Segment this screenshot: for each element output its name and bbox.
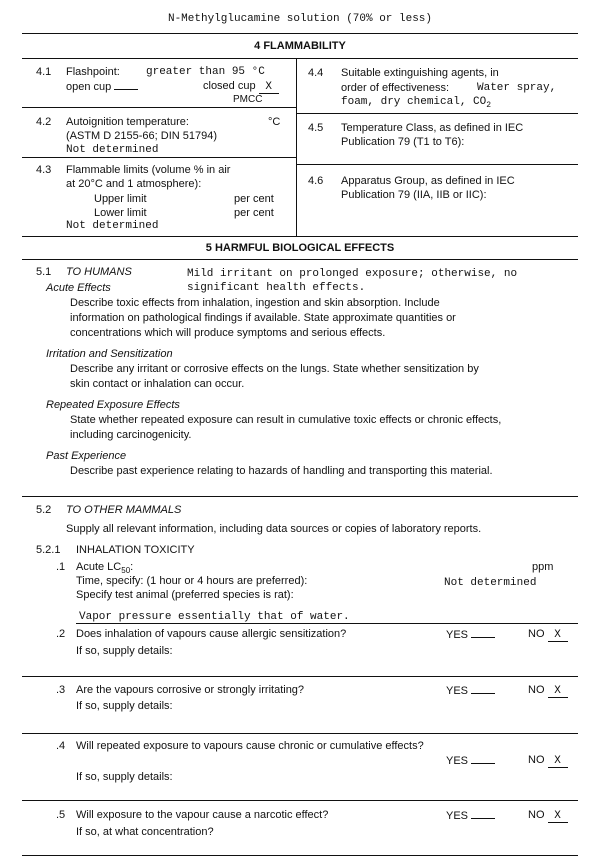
apparatus-group-label-2: Publication 79 (IIA, IIB or IIC): xyxy=(341,189,487,201)
flashpoint-value: greater than 95 °C xyxy=(146,66,265,78)
autoignition-value: Not determined xyxy=(66,144,159,156)
sensitization-yes xyxy=(446,628,495,641)
divider xyxy=(22,733,578,734)
corrosive-details: If so, supply details: xyxy=(76,700,173,712)
acute-effects-text-3: concentrations which will produce symptoms and serious effects. xyxy=(70,327,386,339)
no-label: NO xyxy=(528,684,545,696)
item-number: 4.2 xyxy=(36,116,52,128)
flashpoint-label: Flashpoint: xyxy=(66,66,120,78)
acute-effects-text-2: information on pathological findings if available. State approximate quantities or xyxy=(70,312,456,324)
acute-effects-text: Describe toxic effects from inhalation, ingestion and skin absorption. Include xyxy=(70,297,440,309)
no-mark: X xyxy=(548,811,568,823)
past-experience-title: Past Experience xyxy=(46,450,127,462)
item-number: 5.2 xyxy=(36,504,52,516)
divider xyxy=(76,623,578,624)
divider xyxy=(22,33,578,34)
divider xyxy=(296,164,578,165)
item-number: 4.3 xyxy=(36,164,52,176)
item-number: 4.6 xyxy=(308,175,324,187)
divider xyxy=(22,107,296,108)
temperature-class-label: Temperature Class, as defined in IEC xyxy=(341,122,524,134)
repeated-exposure-text-2: including carcinogenicity. xyxy=(70,429,192,441)
narcotic-no xyxy=(528,809,568,823)
question-number: .2 xyxy=(56,628,66,640)
item-number: 4.5 xyxy=(308,122,324,134)
to-other-mammals-intro: Supply all relevant information, including data sources or copies of laboratory reports. xyxy=(66,523,482,535)
open-cup-label xyxy=(66,80,138,93)
autoignition-unit: °C xyxy=(268,116,281,128)
sensitization-question: Does inhalation of vapours cause allergic sensitization? xyxy=(76,628,347,640)
flammable-limits-value: Not determined xyxy=(66,220,159,232)
section5-heading: 5 HARMFUL BIOLOGICAL EFFECTS xyxy=(205,242,395,254)
apparatus-group-label: Apparatus Group, as defined in IEC xyxy=(341,175,515,187)
extinguishing-value: Water spray, xyxy=(477,82,557,94)
divider xyxy=(22,236,578,237)
divider xyxy=(22,800,578,801)
flammable-limits-conditions: at 20°C and 1 atmosphere): xyxy=(66,178,202,190)
extinguishing-value-text: foam, dry chemical, CO xyxy=(341,96,487,108)
acute-lc50-label xyxy=(76,561,133,575)
yes-blank xyxy=(471,809,495,819)
question-number: .3 xyxy=(56,684,66,696)
chronic-question: Will repeated exposure to vapours cause chronic or cumulative effects? xyxy=(76,740,424,752)
flammable-limits-label: Flammable limits (volume % in air xyxy=(66,164,231,176)
no-mark: X xyxy=(548,686,568,698)
divider xyxy=(22,58,578,59)
yes-label: YES xyxy=(446,629,469,641)
exposure-time-value: Not determined xyxy=(444,577,537,589)
divider xyxy=(22,259,578,260)
no-mark: X xyxy=(548,630,568,642)
item-number: 4.1 xyxy=(36,66,52,78)
extinguishing-value-2 xyxy=(341,96,491,110)
yes-blank xyxy=(471,684,495,694)
yes-label: YES xyxy=(446,810,469,822)
no-mark: X xyxy=(548,756,568,768)
question-number: .1 xyxy=(56,561,66,573)
acute-lc-colon: : xyxy=(130,561,134,573)
chronic-details: If so, supply details: xyxy=(76,771,173,783)
divider xyxy=(22,157,296,158)
divider xyxy=(22,855,578,856)
inhalation-toxicity-title: INHALATION TOXICITY xyxy=(76,544,195,556)
upper-limit-unit: per cent xyxy=(234,193,274,205)
no-label: NO xyxy=(528,754,545,766)
autoignition-label: Autoignition temperature: xyxy=(66,116,189,128)
yes-blank xyxy=(471,628,495,638)
divider xyxy=(296,113,578,114)
item-number: 5.2.1 xyxy=(36,544,61,556)
repeated-exposure-title: Repeated Exposure Effects xyxy=(46,399,180,411)
column-divider xyxy=(296,58,297,236)
chronic-yes xyxy=(446,754,495,767)
extinguishing-label-2: order of effectiveness: xyxy=(341,82,450,94)
closed-cup-text: closed cup xyxy=(203,80,256,92)
corrosive-question: Are the vapours corrosive or strongly irritating? xyxy=(76,684,305,696)
lower-limit-unit: per cent xyxy=(234,207,274,219)
yes-blank xyxy=(471,754,495,764)
open-cup-text: open cup xyxy=(66,81,112,93)
item-number: 4.4 xyxy=(308,67,324,79)
divider xyxy=(22,676,578,677)
upper-limit-label: Upper limit xyxy=(94,193,147,205)
open-cup-blank xyxy=(114,80,138,90)
test-animal-label: Specify test animal (preferred species is rat): xyxy=(76,589,294,601)
vapor-pressure-note: Vapor pressure essentially that of water. xyxy=(79,611,350,623)
narcotic-yes xyxy=(446,809,495,822)
co2-subscript: 2 xyxy=(486,101,492,111)
no-label: NO xyxy=(528,628,545,640)
lower-limit-label: Lower limit xyxy=(94,207,147,219)
narcotic-details: If so, at what concentration? xyxy=(76,826,214,838)
item-number: 5.1 xyxy=(36,266,52,278)
to-humans-value: Mild irritant on prolonged exposure; otherwise, no xyxy=(187,268,518,280)
irritation-text: Describe any irritant or corrosive effects on the lungs. State whether sensitization by xyxy=(70,363,479,375)
past-experience-text: Describe past experience relating to hazards of handling and transporting this material. xyxy=(70,465,493,477)
autoignition-ref: (ASTM D 2155-66; DIN 51794) xyxy=(66,130,218,142)
extinguishing-label: Suitable extinguishing agents, in xyxy=(341,67,499,79)
flashpoint-method: PMCC xyxy=(233,94,263,105)
chronic-no xyxy=(528,754,568,768)
acute-effects-title: Acute Effects xyxy=(46,282,111,294)
temperature-class-label-2: Publication 79 (T1 to T6): xyxy=(341,136,465,148)
to-other-mammals-title: TO OTHER MAMMALS xyxy=(66,504,182,516)
acute-lc50-unit: ppm xyxy=(532,561,554,573)
to-humans-title: TO HUMANS xyxy=(66,266,132,278)
to-humans-value-2: significant health effects. xyxy=(187,282,366,294)
sensitization-no xyxy=(528,628,568,642)
yes-label: YES xyxy=(446,755,469,767)
exposure-time-label: Time, specify: (1 hour or 4 hours are preferred): xyxy=(76,575,308,587)
acute-lc-text: Acute LC xyxy=(76,561,122,573)
lc50-subscript: 50 xyxy=(121,566,131,576)
page-title: N-Methylglucamine solution (70% or less) xyxy=(167,13,433,25)
irritation-text-2: skin contact or inhalation can occur. xyxy=(70,378,245,390)
yes-label: YES xyxy=(446,685,469,697)
repeated-exposure-text: State whether repeated exposure can result in cumulative toxic effects or chronic effects, xyxy=(70,414,502,426)
irritation-title: Irritation and Sensitization xyxy=(46,348,173,360)
corrosive-no xyxy=(528,684,568,698)
corrosive-yes xyxy=(446,684,495,697)
narcotic-question: Will exposure to the vapour cause a narcotic effect? xyxy=(76,809,329,821)
closed-cup-label xyxy=(203,80,279,94)
no-label: NO xyxy=(528,809,545,821)
section4-heading: 4 FLAMMABILITY xyxy=(254,40,346,52)
closed-cup-mark: X xyxy=(259,82,279,94)
divider xyxy=(22,496,578,497)
question-number: .5 xyxy=(56,809,66,821)
sensitization-details: If so, supply details: xyxy=(76,645,173,657)
question-number: .4 xyxy=(56,740,66,752)
